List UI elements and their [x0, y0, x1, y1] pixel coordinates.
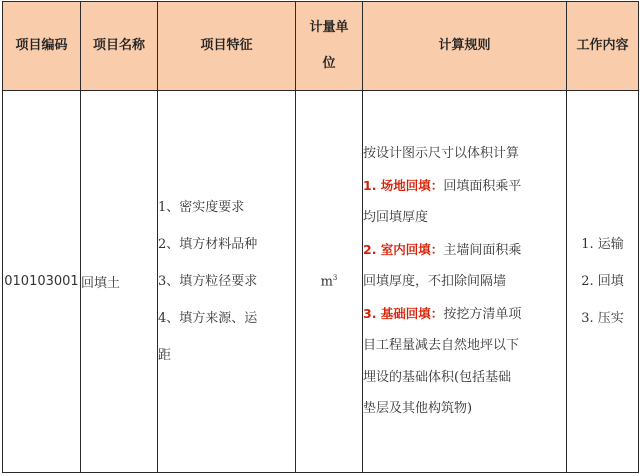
calculation-rules — [363, 91, 567, 473]
work-item: 1. 运输 — [581, 237, 624, 252]
feature-line: 3、填方粒径要求 — [158, 274, 258, 289]
header-unit-line1: 计量单 — [309, 20, 349, 35]
work-item: 2. 回填 — [581, 274, 624, 289]
header-code: 项目编码 — [3, 2, 81, 91]
header-name: 项目名称 — [81, 2, 158, 91]
rule-intro: 按设计图示尺寸以体积计算 — [363, 146, 520, 162]
bill-of-quantities-table — [2, 1, 639, 473]
unit-base: m — [320, 274, 333, 290]
rule-site-label: 1. 场地回填： — [363, 177, 444, 193]
work-item: 3. 压实 — [581, 311, 624, 326]
header-unit-line2: 位 — [322, 56, 336, 71]
rule-site-cont: 均回填厚度 — [363, 210, 429, 226]
rule-foundation-line — [363, 298, 566, 331]
rule-indoor-cont: 回填厚度，不扣除间隔墙 — [363, 274, 507, 290]
table-row — [3, 91, 639, 473]
header-rules: 计算规则 — [363, 2, 567, 91]
rule-indoor-text: 主墙间面积乘 — [443, 242, 522, 258]
rule-foundation-cont: 垫层及其他构筑物) — [363, 401, 473, 417]
rule-foundation-cont: 埋设的基础体积(包括基础 — [363, 369, 512, 385]
header-row — [3, 2, 639, 91]
rule-indoor-line — [363, 234, 566, 267]
header-features: 项目特征 — [158, 2, 296, 91]
rule-site-text: 回填面积乘平 — [443, 178, 522, 194]
item-name: 回填土 — [81, 91, 158, 473]
feature-line: 距 — [158, 348, 172, 363]
rule-foundation-label: 3. 基础回填： — [363, 305, 444, 321]
item-code: 010103001 — [3, 91, 81, 473]
header-work: 工作内容 — [567, 2, 639, 91]
rule-foundation-cont: 目工程量减去自然地坪以下 — [363, 338, 520, 354]
feature-line: 2、填方材料品种 — [158, 237, 258, 252]
feature-line: 1、密实度要求 — [158, 200, 245, 215]
feature-line: 4、填方来源、运 — [158, 311, 258, 326]
work-content — [567, 91, 639, 473]
header-unit — [296, 2, 363, 91]
rule-foundation-text: 按挖方清单项 — [443, 306, 522, 322]
unit-superscript: 3 — [332, 273, 338, 282]
rule-indoor-label: 2. 室内回填： — [363, 241, 444, 257]
item-unit — [296, 91, 363, 473]
rule-site-line — [363, 170, 566, 203]
item-features — [158, 91, 296, 473]
